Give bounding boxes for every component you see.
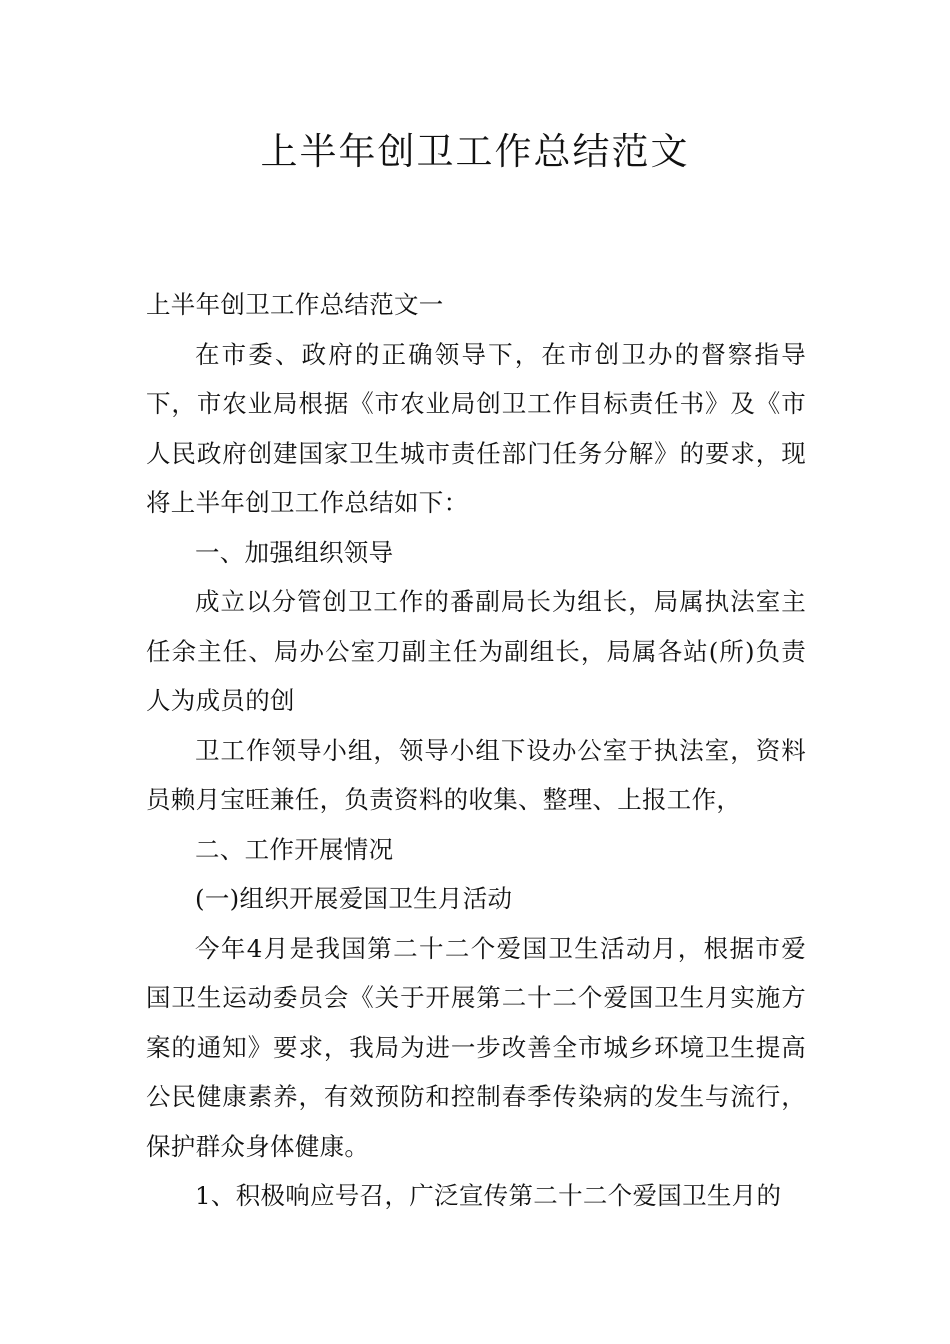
document-title: 上半年创卫工作总结范文 — [260, 130, 690, 173]
paragraph-health-month: 今年4月是我国第二十二个爱国卫生活动月，根据市爱国卫生运动委员会《关于开展第二十二个爱国卫生月实施方案的通知》要求，我局为进一步改善全市城乡环境卫生提高公民健康素养，有效预防和控制春季传染病的发生与流行，保护群众身体健康。 — [146, 933, 806, 1161]
heading-work-progress: 二、工作开展情况 — [195, 834, 394, 864]
paragraph-item-1: 1、积极响应号召，广泛宣传第二十二个爱国卫生月的 — [195, 1181, 782, 1210]
paragraph-intro: 在市委、政府的正确领导下，在市创卫办的督察指导下，市农业局根据《市农业局创卫工作目标责任书》及《市人民政府创建国家卫生城市责任部门任务分解》的要求，现将上半年创卫工作总结如下： — [146, 339, 806, 517]
section-heading: 上半年创卫工作总结范文一 — [146, 290, 444, 319]
paragraph-organization: 成立以分管创卫工作的番副局长为组长，局属执法室主任余主任、局办公室刀副主任为副组长，局属各站(所)负责人为成员的创 — [146, 587, 806, 715]
paragraph-leadership-group: 卫工作领导小组，领导小组下设办公室于执法室，资料员赖月宝旺兼任，负责资料的收集、整理、上报工作， — [146, 735, 806, 814]
heading-organization: 一、加强组织领导 — [195, 537, 394, 567]
document-body — [146, 280, 806, 1221]
subheading-health-month: (一)组织开展爱国卫生月活动 — [195, 884, 513, 913]
